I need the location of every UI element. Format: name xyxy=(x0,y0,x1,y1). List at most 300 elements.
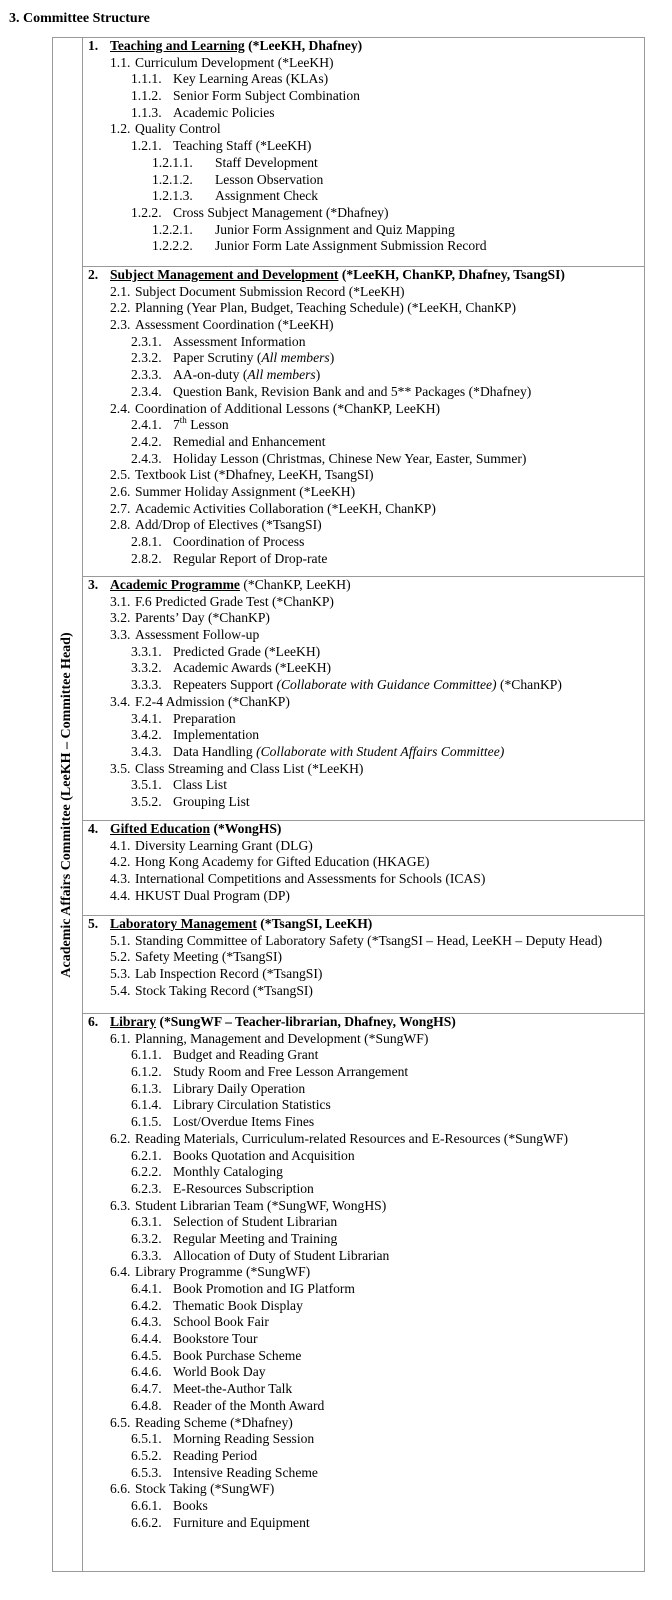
item-number: 6.3.3. xyxy=(131,1247,162,1263)
list-item xyxy=(83,838,645,855)
item-label: Monthly Cataloging xyxy=(173,1164,283,1180)
item-superscript: th xyxy=(179,415,187,426)
item-text xyxy=(135,300,516,317)
item-text xyxy=(173,334,306,351)
item-text xyxy=(135,694,290,711)
item-text xyxy=(173,644,320,661)
list-item xyxy=(83,300,645,317)
section-number: 4. xyxy=(88,821,99,836)
item-number: 6.5. xyxy=(110,1414,131,1430)
list-item xyxy=(83,384,645,401)
item-text xyxy=(173,1231,337,1248)
item-label: Coordination of Additional Lessons (*ChanKP, LeeKH) xyxy=(135,400,441,416)
item-number: 5.4. xyxy=(110,982,131,998)
item-number: 6.2.3. xyxy=(131,1180,162,1196)
item-suffix: Lesson xyxy=(186,417,229,433)
list-item xyxy=(83,1198,645,1215)
item-text xyxy=(135,284,405,301)
item-number: 6.6. xyxy=(110,1481,131,1497)
item-text xyxy=(215,238,487,255)
item-number: 2.2. xyxy=(110,300,131,316)
item-number: 6.4.4. xyxy=(131,1331,162,1347)
committee-side-label: Academic Affairs Committee (LeeKH – Committee Head) xyxy=(59,631,74,978)
item-text xyxy=(173,1348,301,1365)
item-number: 3.3.1. xyxy=(131,643,162,659)
item-label: Lab Inspection Record (*TsangSI) xyxy=(135,966,323,982)
list-item xyxy=(83,610,645,627)
item-italic-note: (Collaborate with Guidance Committee) xyxy=(276,677,497,693)
item-label: Bookstore Tour xyxy=(173,1331,258,1347)
item-label: Planning, Management and Development (*SungWF) xyxy=(135,1030,429,1046)
item-text xyxy=(135,1131,568,1148)
item-italic-note: All members xyxy=(247,367,316,383)
item-text xyxy=(135,121,221,138)
item-number: 2.4.3. xyxy=(131,450,162,466)
item-number: 2.8.1. xyxy=(131,534,162,549)
item-label: F.2-4 Admission (*ChanKP) xyxy=(135,693,290,709)
item-text xyxy=(135,761,363,778)
section-members: (*ChanKP, LeeKH) xyxy=(239,577,351,592)
item-number: 6.2.2. xyxy=(131,1164,162,1180)
item-text xyxy=(135,501,436,518)
item-text xyxy=(135,1198,386,1215)
item-number: 3.1. xyxy=(110,593,131,609)
item-number: 3.5.2. xyxy=(131,793,162,809)
section-number: 5. xyxy=(88,916,99,931)
item-text xyxy=(173,1114,314,1131)
item-label: Reading Scheme (*Dhafney) xyxy=(135,1414,293,1430)
item-text xyxy=(173,1515,310,1532)
item-text xyxy=(173,434,326,451)
item-label: School Book Fair xyxy=(173,1314,269,1330)
committee-side-column xyxy=(52,37,83,1572)
list-item xyxy=(83,434,645,451)
list-item xyxy=(83,711,645,728)
item-text xyxy=(135,983,313,1000)
item-label: Summer Holiday Assignment (*LeeKH) xyxy=(135,483,356,499)
item-text xyxy=(173,677,562,694)
item-label: Data Handling xyxy=(173,743,257,759)
section-header-text xyxy=(110,38,362,55)
list-item xyxy=(83,1381,645,1398)
list-item xyxy=(83,350,645,367)
list-item xyxy=(83,794,645,811)
item-number: 3.5. xyxy=(110,760,131,776)
list-item xyxy=(83,71,645,88)
item-label: Selection of Student Librarian xyxy=(173,1214,338,1230)
item-text xyxy=(173,205,389,222)
item-number: 3.4.1. xyxy=(131,710,162,726)
list-item xyxy=(83,484,645,501)
item-label: Subject Document Submission Record (*LeeKH) xyxy=(135,283,405,299)
item-label: International Competitions and Assessments for Schools (ICAS) xyxy=(135,871,486,887)
item-label: Senior Form Subject Combination xyxy=(173,88,360,104)
item-text xyxy=(135,1481,274,1498)
item-italic-note: (Collaborate with Student Affairs Committee) xyxy=(256,743,505,759)
item-number: 3.3.2. xyxy=(131,660,162,676)
item-label: Implementation xyxy=(173,727,260,743)
item-text xyxy=(135,1264,310,1281)
item-label: Regular Meeting and Training xyxy=(173,1230,338,1246)
item-label: E-Resources Subscription xyxy=(173,1180,314,1196)
section-header-text xyxy=(110,821,281,838)
list-item xyxy=(83,933,645,950)
section-2 xyxy=(83,266,645,576)
list-item xyxy=(83,451,645,468)
list-item xyxy=(83,401,645,418)
section-number: 1. xyxy=(88,38,99,53)
item-text xyxy=(173,660,331,677)
document-heading: 3. Committee Structure xyxy=(9,11,150,26)
list-item xyxy=(83,761,645,778)
item-number: 2.1. xyxy=(110,283,131,299)
item-text xyxy=(173,711,236,728)
item-text xyxy=(173,1047,318,1064)
item-number: 6.1.4. xyxy=(131,1097,162,1113)
item-number: 2.8.2. xyxy=(131,550,162,566)
item-text xyxy=(173,105,275,122)
item-number: 1.1.2. xyxy=(131,88,162,104)
item-label: Coordination of Process xyxy=(173,534,305,549)
item-text xyxy=(173,1331,258,1348)
list-item xyxy=(83,1348,645,1365)
item-text xyxy=(135,55,334,72)
item-text xyxy=(173,1281,355,1298)
list-item xyxy=(83,1448,645,1465)
item-label: Quality Control xyxy=(135,121,221,137)
item-number: 2.6. xyxy=(110,483,131,499)
item-text xyxy=(173,1431,314,1448)
item-number: 2.5. xyxy=(110,467,131,483)
item-text xyxy=(173,534,304,551)
item-number: 1.2.1.1. xyxy=(152,154,193,170)
list-item xyxy=(83,155,645,172)
item-text xyxy=(173,1064,408,1081)
item-text xyxy=(173,1364,266,1381)
item-text xyxy=(173,1314,269,1331)
item-number: 3.3. xyxy=(110,627,131,643)
item-text xyxy=(173,794,250,811)
section-4 xyxy=(83,820,645,915)
list-item xyxy=(83,1364,645,1381)
item-label: Meet-the-Author Talk xyxy=(173,1381,293,1397)
item-text xyxy=(215,188,318,205)
item-label: Assessment Coordination (*LeeKH) xyxy=(135,317,334,333)
list-item xyxy=(83,1515,645,1532)
list-item xyxy=(83,694,645,711)
item-number: 1.2. xyxy=(110,121,131,137)
item-label: Junior Form Assignment and Quiz Mapping xyxy=(215,221,455,237)
list-item xyxy=(83,1231,645,1248)
section-header xyxy=(83,1014,645,1031)
item-italic-note: All members xyxy=(261,350,330,366)
list-item xyxy=(83,660,645,677)
item-label: Class List xyxy=(173,777,228,793)
item-number: 6.4. xyxy=(110,1264,131,1280)
list-item xyxy=(83,1431,645,1448)
item-label: Assignment Check xyxy=(215,188,319,204)
item-text xyxy=(173,138,311,155)
section-1 xyxy=(83,38,645,266)
item-number: 2.8. xyxy=(110,517,131,533)
list-item xyxy=(83,1398,645,1415)
item-label: Diversity Learning Grant (DLG) xyxy=(135,837,313,853)
item-number: 2.3.3. xyxy=(131,367,162,383)
item-label: Reader of the Month Award xyxy=(173,1397,325,1413)
list-item xyxy=(83,205,645,222)
section-5 xyxy=(83,915,645,1013)
item-text xyxy=(135,627,259,644)
section-title: Teaching and Learning xyxy=(110,38,245,53)
item-label: Academic Activities Collaboration (*LeeKH, ChanKP) xyxy=(135,500,436,516)
item-text xyxy=(173,1298,303,1315)
item-label: Assessment Information xyxy=(173,333,306,349)
item-number: 6.5.2. xyxy=(131,1447,162,1463)
item-text xyxy=(173,367,320,384)
item-number: 3.4.3. xyxy=(131,743,162,759)
item-label: F.6 Predicted Grade Test (*ChanKP) xyxy=(135,593,334,609)
item-label: Books Quotation and Acquisition xyxy=(173,1147,355,1163)
list-item xyxy=(83,138,645,155)
item-text xyxy=(135,838,313,855)
item-text xyxy=(173,727,259,744)
item-text xyxy=(135,610,270,627)
list-item xyxy=(83,1281,645,1298)
item-text xyxy=(173,88,360,105)
item-label: Book Promotion and IG Platform xyxy=(173,1281,355,1296)
section-header-text xyxy=(110,577,351,594)
list-item xyxy=(83,1498,645,1515)
item-number: 3.3.3. xyxy=(131,677,162,693)
list-item xyxy=(83,1131,645,1148)
list-item xyxy=(83,594,645,611)
item-text xyxy=(135,517,322,534)
list-item xyxy=(83,121,645,138)
list-item xyxy=(83,467,645,484)
item-number: 2.7. xyxy=(110,500,131,516)
item-text xyxy=(173,71,328,88)
item-text xyxy=(215,222,455,239)
list-item xyxy=(83,1114,645,1131)
list-item xyxy=(83,1164,645,1181)
item-label: Planning (Year Plan, Budget, Teaching Schedule) (*LeeKH, ChanKP) xyxy=(135,300,516,316)
item-number: 6.3. xyxy=(110,1197,131,1213)
item-suffix: (*ChanKP) xyxy=(496,677,562,693)
item-suffix: ) xyxy=(315,367,321,383)
item-label: Junior Form Late Assignment Submission Record xyxy=(215,238,487,254)
list-item xyxy=(83,88,645,105)
list-item xyxy=(83,1264,645,1281)
item-number: 1.2.1. xyxy=(131,138,162,154)
item-number: 6.4.8. xyxy=(131,1397,162,1413)
item-text xyxy=(135,888,290,905)
item-label: Repeaters Support xyxy=(173,677,277,693)
section-header xyxy=(83,38,645,55)
section-title: Library xyxy=(110,1014,157,1029)
list-item xyxy=(83,983,645,1000)
item-number: 6.6.2. xyxy=(131,1514,162,1530)
item-label: Lost/Overdue Items Fines xyxy=(173,1114,315,1130)
item-label: Question Bank, Revision Bank and and 5** Packages (*Dhafney) xyxy=(173,383,532,399)
section-members: (*WongHS) xyxy=(210,821,282,836)
section-3 xyxy=(83,576,645,820)
item-number: 4.4. xyxy=(110,887,131,903)
list-item xyxy=(83,284,645,301)
list-item xyxy=(83,1031,645,1048)
section-number: 2. xyxy=(88,267,99,282)
item-label: Stock Taking Record (*TsangSI) xyxy=(135,982,313,998)
item-label: World Book Day xyxy=(173,1364,266,1380)
item-number: 2.3.1. xyxy=(131,333,162,349)
item-text xyxy=(173,777,227,794)
item-number: 6.1.5. xyxy=(131,1114,162,1130)
item-number: 6.6.1. xyxy=(131,1497,162,1513)
item-number: 2.3.4. xyxy=(131,383,162,399)
list-item xyxy=(83,1415,645,1432)
item-number: 2.4. xyxy=(110,400,131,416)
item-number: 1.2.1.2. xyxy=(152,171,193,187)
item-text xyxy=(173,1248,389,1265)
section-number: 6. xyxy=(88,1014,99,1029)
item-text xyxy=(135,933,602,950)
item-suffix: ) xyxy=(329,350,335,366)
list-item xyxy=(83,1064,645,1081)
section-members: (*LeeKH, ChanKP, Dhafney, TsangSI) xyxy=(338,267,565,282)
section-header xyxy=(83,267,645,284)
item-label: Assessment Follow-up xyxy=(135,627,260,643)
item-text xyxy=(173,1181,314,1198)
item-text xyxy=(215,155,318,172)
section-header-text xyxy=(110,916,372,933)
item-text xyxy=(173,1164,283,1181)
item-text xyxy=(135,467,374,484)
item-label: Grouping List xyxy=(173,793,250,809)
section-members: (*TsangSI, LeeKH) xyxy=(256,916,373,931)
item-label: Staff Development xyxy=(215,154,318,170)
item-label: Teaching Staff (*LeeKH) xyxy=(173,138,312,154)
item-text xyxy=(173,384,531,401)
item-number: 1.1. xyxy=(110,54,131,70)
item-label: Intensive Reading Scheme xyxy=(173,1464,318,1480)
list-item xyxy=(83,627,645,644)
item-number: 6.4.2. xyxy=(131,1297,162,1313)
item-number: 5.2. xyxy=(110,949,131,965)
list-item xyxy=(83,1081,645,1098)
item-label: Library Programme (*SungWF) xyxy=(135,1264,311,1280)
item-text xyxy=(173,417,229,434)
list-item xyxy=(83,677,645,694)
item-number: 2.3. xyxy=(110,317,131,333)
section-number: 3. xyxy=(88,577,99,592)
list-item xyxy=(83,644,645,661)
item-number: 6.3.2. xyxy=(131,1230,162,1246)
item-label: Book Purchase Scheme xyxy=(173,1347,302,1363)
section-header-text xyxy=(110,1014,456,1031)
item-text xyxy=(173,1148,355,1165)
list-item xyxy=(83,501,645,518)
list-item xyxy=(83,727,645,744)
item-text xyxy=(135,966,322,983)
item-text xyxy=(173,1081,305,1098)
item-label: Regular Report of Drop-rate xyxy=(173,550,328,566)
section-title: Subject Management and Development xyxy=(110,267,339,282)
item-number: 6.4.1. xyxy=(131,1281,162,1296)
item-label: Class Streaming and Class List (*LeeKH) xyxy=(135,760,364,776)
section-members: (*LeeKH, Dhafney) xyxy=(244,38,363,53)
item-text xyxy=(173,1448,257,1465)
section-title: Academic Programme xyxy=(110,577,240,592)
item-text xyxy=(173,350,334,367)
list-item xyxy=(83,854,645,871)
item-label: Books xyxy=(173,1497,208,1513)
item-number: 1.2.2. xyxy=(131,204,162,220)
item-number: 4.2. xyxy=(110,854,131,870)
item-label: Holiday Lesson (Christmas, Chinese New Year, Easter, Summer) xyxy=(173,450,527,466)
item-number: 6.5.3. xyxy=(131,1464,162,1480)
item-number: 6.1.3. xyxy=(131,1080,162,1096)
item-text xyxy=(173,551,327,568)
item-label: Reading Period xyxy=(173,1447,258,1463)
item-number: 3.4.2. xyxy=(131,727,162,743)
item-label: Library Daily Operation xyxy=(173,1080,306,1096)
item-number: 4.1. xyxy=(110,837,131,853)
list-item xyxy=(83,1314,645,1331)
list-item xyxy=(83,888,645,905)
item-number: 6.4.5. xyxy=(131,1347,162,1363)
list-item xyxy=(83,1481,645,1498)
section-6 xyxy=(83,1013,645,1571)
item-text xyxy=(173,1097,331,1114)
item-label: Curriculum Development (*LeeKH) xyxy=(135,54,334,70)
item-number: 2.4.2. xyxy=(131,433,162,449)
item-number: 1.1.3. xyxy=(131,104,162,120)
item-label: Predicted Grade (*LeeKH) xyxy=(173,643,321,659)
item-label: Academic Awards (*LeeKH) xyxy=(173,660,332,676)
item-number: 6.1.1. xyxy=(131,1047,162,1063)
item-text xyxy=(135,594,334,611)
section-header xyxy=(83,821,645,838)
item-number: 3.5.1. xyxy=(131,777,162,793)
item-number: 6.2. xyxy=(110,1130,131,1146)
item-label: Safety Meeting (*TsangSI) xyxy=(135,949,283,965)
item-text xyxy=(215,172,323,189)
section-header-text xyxy=(110,267,565,284)
item-number: 6.2.1. xyxy=(131,1147,162,1163)
item-text xyxy=(173,1465,318,1482)
item-number: 3.4. xyxy=(110,693,131,709)
item-number: 6.5.1. xyxy=(131,1431,162,1447)
item-text xyxy=(135,1031,428,1048)
item-label: AA-on-duty ( xyxy=(173,367,248,383)
item-label: Parents’ Day (*ChanKP) xyxy=(135,610,270,626)
list-item xyxy=(83,551,645,568)
item-label: Cross Subject Management (*Dhafney) xyxy=(173,204,389,220)
item-text xyxy=(135,871,485,888)
list-item xyxy=(83,417,645,434)
item-text xyxy=(135,949,282,966)
item-label: Morning Reading Session xyxy=(173,1431,315,1447)
list-item xyxy=(83,966,645,983)
item-label: Key Learning Areas (KLAs) xyxy=(173,71,329,87)
item-text xyxy=(173,1214,337,1231)
item-number: 1.2.1.3. xyxy=(152,188,193,204)
list-item xyxy=(83,55,645,72)
list-item xyxy=(83,744,645,761)
item-number: 6.4.6. xyxy=(131,1364,162,1380)
item-label: Thematic Book Display xyxy=(173,1297,303,1313)
item-number: 6.3.1. xyxy=(131,1214,162,1230)
section-header xyxy=(83,916,645,933)
